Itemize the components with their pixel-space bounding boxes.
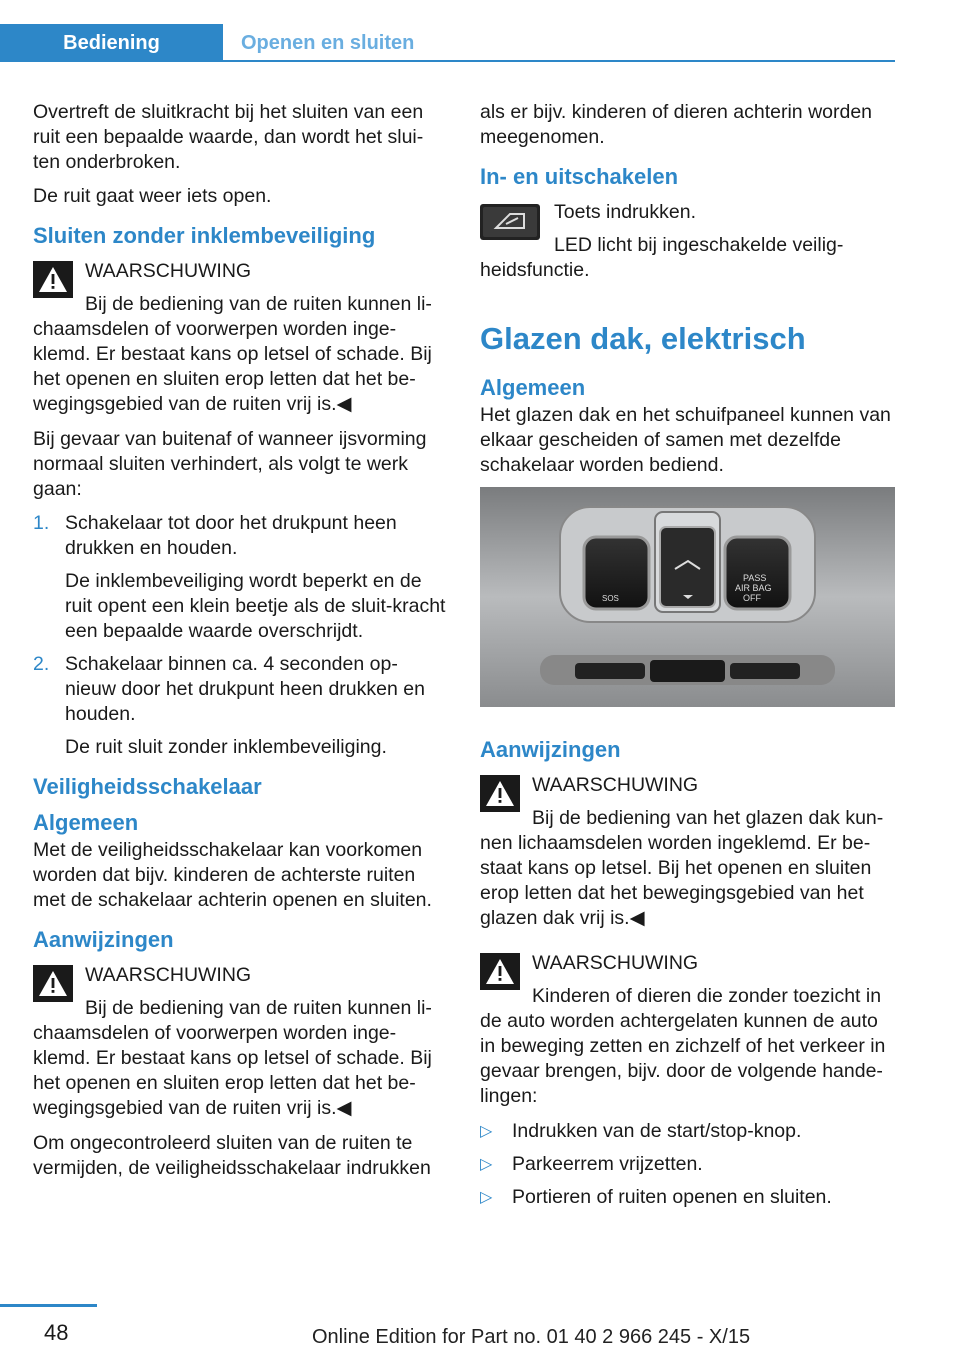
bullet-list [480, 1119, 894, 1210]
off-label: OFF [743, 593, 761, 603]
warning-title: WAARSCHUWING [85, 964, 252, 986]
bullet-text: Parkeerrem vrijzetten. [512, 1153, 703, 1175]
warning-text: Kinderen of dieren die zonder toezicht in de auto worden achtergelaten kunnen de auto in beweging zetten en zichzelf of het verkeer in gevaar brengen, bijv. door de volgende hande-lingen: [480, 985, 886, 1107]
section-tab: Bediening [0, 24, 223, 62]
heading-inuit: In- en uitschakelen [480, 164, 679, 189]
step-sub: De ruit sluit zonder inklembeveiliging. [65, 736, 387, 758]
paragraph: Overtreft de sluitkracht bij het sluiten van een ruit een bepaalde waarde, dan wordt het slui-ten onderbroken. [33, 101, 424, 173]
header-rule [223, 60, 895, 62]
warning-block [33, 259, 447, 417]
heading-aanwijzingen: Aanwijzingen [33, 927, 174, 952]
button-step: LED licht bij ingeschakelde veilig-heidsfunctie. [480, 234, 844, 281]
bullet-text: Indrukken van de start/stop-knop. [512, 1120, 802, 1142]
button-instruction [480, 200, 894, 283]
heading-veiligheid: Veiligheidsschakelaar [33, 774, 262, 799]
warning-text: Bij de bediening van het glazen dak kun-nen lichaamsdelen worden ingeklemd. Er be-staat kans op letsel. Bij het openen en sluiten erop letten dat het bewegingsgebied van het glazen dak vrij is.◀ [480, 807, 884, 929]
footer-rule [0, 1304, 97, 1307]
list-item [480, 1119, 894, 1144]
heading-aanwijzingen: Aanwijzingen [480, 737, 621, 762]
steps-list [33, 511, 447, 760]
warning-text: Bij de bediening van de ruiten kunnen li-chaamsdelen of voorwerpen worden inge-klemd. Er bestaat kans op letsel of schade. Bij het openen en sluiten erop letten dat het be-wegingsgebied van de ruiten vrij is.◀ [33, 997, 432, 1119]
paragraph: Om ongecontroleerd sluiten van de ruiten te vermijden, de veiligheidsschakelaar indrukken [33, 1132, 431, 1179]
warning-title: WAARSCHUWING [85, 260, 252, 282]
safety-switch-icon [480, 204, 540, 240]
paragraph: als er bijv. kinderen of dieren achterin worden meegenomen. [480, 101, 873, 148]
subsection-tab: Openen en sluiten [241, 32, 415, 54]
step-text: Schakelaar binnen ca. 4 seconden op-nieuw door het drukpunt heen drukken en houden. [65, 653, 425, 725]
heading-algemeen: Algemeen [33, 810, 139, 835]
step-sub: De inklembeveiliging wordt beperkt en de ruit opent een klein beetje als de sluit-kracht een bepaalde waarde overschrijdt. [65, 570, 446, 642]
step-text: Schakelaar tot door het drukpunt heen drukken en houden. [65, 512, 397, 559]
paragraph: Het glazen dak en het schuifpaneel kunnen van elkaar gescheiden of samen met dezelfde schakelaar worden bediend. [480, 404, 891, 476]
warning-block [480, 773, 894, 931]
left-column [33, 100, 447, 1190]
triangle-bullet-icon: ▷ [480, 1123, 493, 1140]
paragraph: De ruit gaat weer iets open. [33, 185, 272, 207]
page-number: 48 [44, 1320, 69, 1345]
list-item [33, 511, 447, 644]
warning-title: WAARSCHUWING [532, 774, 699, 796]
pass-label: PASS [743, 573, 767, 583]
list-item [33, 652, 447, 760]
roof-switch-photo [480, 487, 895, 707]
sos-label: SOS [602, 594, 619, 603]
list-item [480, 1185, 894, 1210]
step-number: 2. [33, 653, 50, 675]
warning-icon [480, 775, 520, 812]
warning-icon [33, 261, 73, 298]
step-number: 1. [33, 512, 50, 534]
warning-icon [480, 953, 520, 990]
heading-glazen-dak: Glazen dak, elektrisch [480, 321, 806, 356]
heading-algemeen: Algemeen [480, 375, 586, 400]
page-header [0, 24, 895, 62]
bullet-text: Portieren of ruiten openen en sluiten. [512, 1186, 832, 1208]
edition-text: Online Edition for Part no. 01 40 2 966 245 - X/15 [312, 1326, 751, 1348]
warning-icon [33, 965, 73, 1002]
right-column [480, 100, 894, 1218]
warning-block [480, 951, 894, 1109]
triangle-bullet-icon: ▷ [480, 1189, 493, 1206]
paragraph: Bij gevaar van buitenaf of wanneer ijsvorming normaal sluiten verhindert, als volgt te werk gaan: [33, 428, 427, 500]
warning-text: Bij de bediening van de ruiten kunnen li-chaamsdelen of voorwerpen worden inge-klemd. Er bestaat kans op letsel of schade. Bij het openen en sluiten erop letten dat het be-wegingsgebied van de ruiten vrij is.◀ [33, 293, 432, 415]
warning-block [33, 963, 447, 1121]
airbag-label: AIR BAG [735, 583, 772, 593]
list-item [480, 1152, 894, 1177]
heading-sluiten: Sluiten zonder inklembeveiliging [33, 223, 376, 248]
warning-title: WAARSCHUWING [532, 952, 699, 974]
button-step: Toets indrukken. [554, 201, 696, 223]
paragraph: Met de veiligheidsschakelaar kan voorkomen worden dat bijv. kinderen de achterste ruiten met de schakelaar achterin openen en sluiten. [33, 839, 432, 911]
triangle-bullet-icon: ▷ [480, 1156, 493, 1173]
